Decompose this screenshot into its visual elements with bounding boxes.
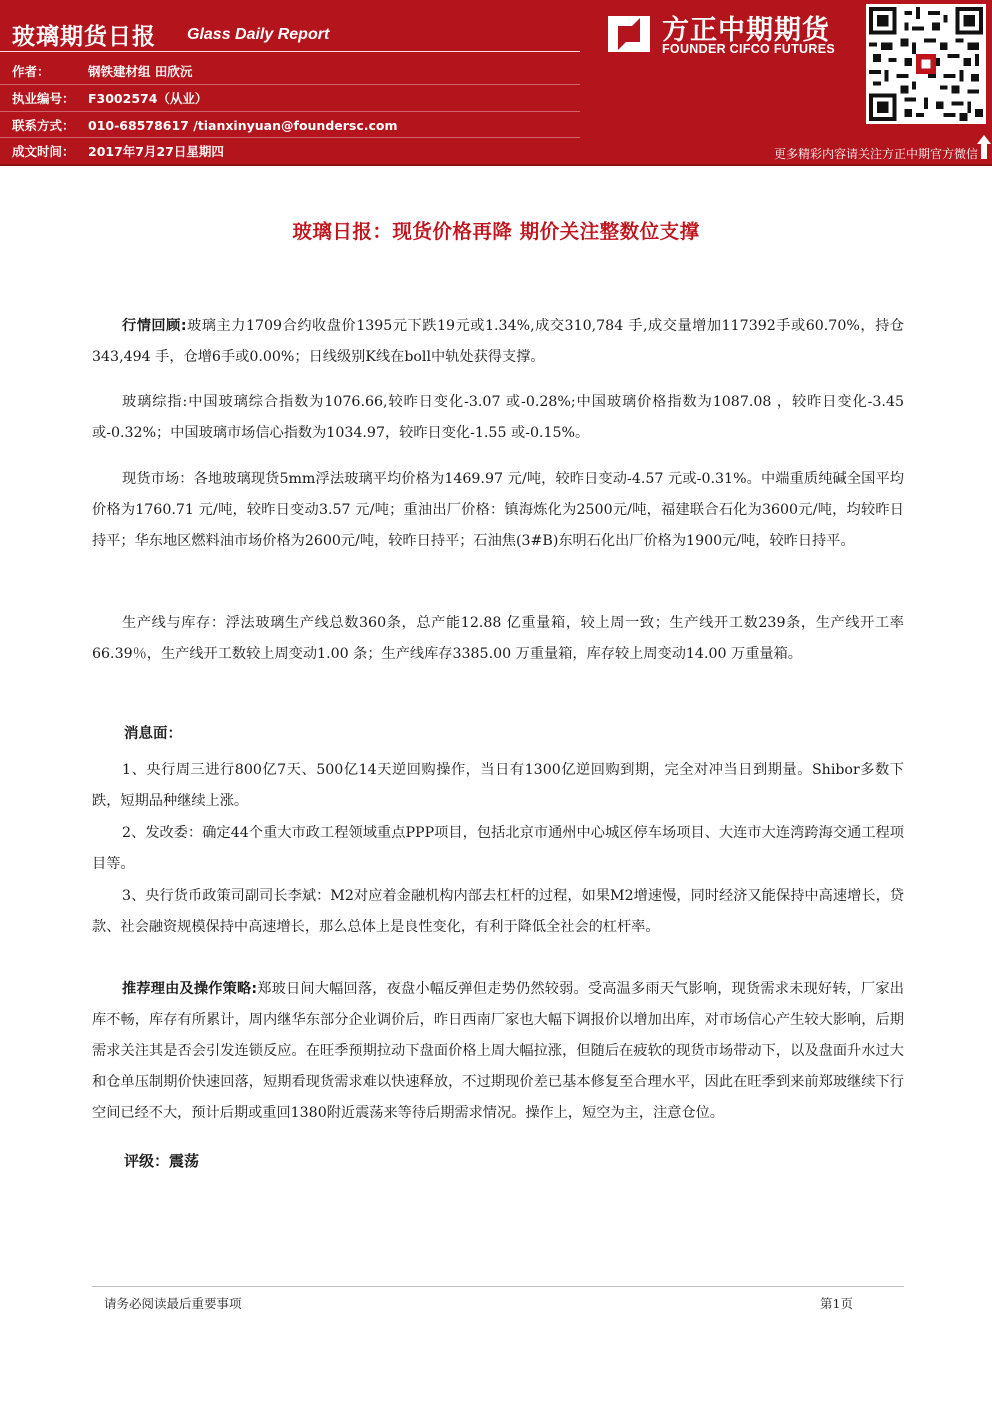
- company-name-cn: 方正中期期货: [662, 15, 830, 46]
- news-item: [92, 818, 904, 880]
- meta-author: [12, 62, 192, 80]
- news-item: [92, 755, 904, 817]
- market-review-label: 行情回顾:: [122, 318, 187, 334]
- market-review-paragraph: [92, 311, 904, 373]
- news-item-text: 1、央行周三进行800亿7天、500亿14天逆回购操作，当日有1300亿逆回购到期，完全对冲当日到期量。Shibor多数下跌，短期品种继续上涨。: [92, 762, 904, 809]
- strategy-label: 推荐理由及操作策略:: [122, 981, 258, 997]
- header-bottom-border: [0, 164, 992, 166]
- strategy-text: 郑玻日间大幅回落，夜盘小幅反弹但走势仍然较弱。受高温多雨天气影响，现货需求未现好转，厂家出库不畅，库存有所累计，周内继华东部分企业调价后，昨日西南厂家也大幅下调报价以增加出库，对市场信心产生较大影响，后期需求关注其是否会引发连锁反应。在旺季预期拉动下盘面价格上周大幅拉涨，但随后在疲软的现货市场带动下，以及盘面升水过大和仓单压制期价快速回落，短期看现货需求难以快速释放，不过期现价差已基本修复至合理水平，因此在旺季到来前郑玻继续下行空间已经不大，预计后期或重回1380附近震荡来等待后期需求情况。操作上，短空为主，注意仓位。: [92, 981, 904, 1121]
- header-divider: [0, 51, 580, 52]
- page-number: 第1页: [820, 1296, 853, 1311]
- report-title-en: Glass Daily Report: [187, 26, 330, 43]
- company-logo-icon: [606, 14, 652, 54]
- meta-divider: [0, 84, 580, 85]
- up-arrow-icon: [976, 134, 992, 160]
- production-inventory-text: 生产线与库存：浮法玻璃生产线总数360条，总产能12.88 亿重量箱，较上周一致；生产线开工数239条，生产线开工率66.39％，生产线开工数较上周变动1.00 条；生产线库存3385.00 万重量箱，库存较上周变动14.00 万重量箱。: [92, 615, 904, 662]
- meta-author-label: 作者：: [12, 64, 50, 79]
- meta-date-value: 2017年7月27日星期四: [88, 144, 224, 159]
- report-header: [0, 0, 992, 166]
- document-title: 玻璃日报：现货价格再降 期价关注整数位支撑: [292, 220, 700, 243]
- meta-date: [12, 142, 224, 160]
- company-name-en: FOUNDER CIFCO FUTURES: [662, 42, 835, 56]
- spot-market-text: 现货市场：各地玻璃现货5mm浮法玻璃平均价格为1469.97 元/吨，较昨日变动-4.57 元或-0.31%。中端重质纯碱全国平均价格为1760.71 元/吨，较昨日变动3.57 元/吨；重油出厂价格：镇海炼化为2500元/吨，福建联合石化为3600元/吨，均较昨日持平；华东地区燃料油市场价格为2600元/吨，较昨日持平；石油焦(3#B)东明石化出厂价格为1900元/吨，较昨日持平。: [92, 471, 904, 549]
- rating-value: 震荡: [169, 1152, 200, 1170]
- market-review-text: 玻璃主力1709合约收盘价1395元下跌19元或1.34%,成交310,784 手,成交量增加117392手或60.70%，持仓343,494 手，仓增6手或0.00%；日线级别K线在boll中轨处获得支撑。: [92, 318, 904, 365]
- meta-contact-label: 联系方式：: [12, 118, 75, 133]
- news-item: [92, 881, 904, 943]
- news-heading: 消息面：: [124, 726, 182, 742]
- strategy-paragraph: [92, 974, 904, 1129]
- news-item-text: 3、央行货币政策司副司长李斌：M2对应着金融机构内部去杠杆的过程，如果M2增速慢，同时经济又能保持中高速增长，贷款、社会融资规模保持中高速增长，那么总体上是良性变化，有利于降低全社会的杠杆率。: [92, 888, 904, 935]
- meta-contact: [12, 116, 398, 134]
- meta-contact-value[interactable]: 010-68578617 /tianxinyuan@foundersc.com: [88, 118, 398, 133]
- follow-wechat-text: 更多精彩内容请关注方正中期官方微信: [773, 147, 978, 161]
- news-item-text: 2、发改委：确定44个重大市政工程领域重点PPP项目，包括北京市通州中心城区停车场项目、大连市大连湾跨海交通工程项目等。: [92, 825, 904, 872]
- meta-license: [12, 89, 207, 107]
- wechat-qr-code: [866, 4, 986, 124]
- meta-license-value: F3002574（从业）: [88, 91, 208, 106]
- rating-line: [124, 1150, 199, 1171]
- production-inventory-paragraph: [92, 608, 904, 670]
- spot-market-paragraph: [92, 464, 904, 557]
- meta-author-value: 钢铁建材组 田欣沅: [88, 64, 193, 79]
- footer-notice: 请务必阅读最后重要事项: [104, 1296, 242, 1311]
- glass-index-paragraph: [92, 387, 904, 449]
- meta-license-label: 执业编号：: [12, 91, 75, 106]
- meta-divider: [0, 137, 580, 138]
- rating-label: 评级：: [124, 1152, 170, 1170]
- meta-divider: [0, 111, 580, 112]
- report-title-cn: 玻璃期货日报: [12, 24, 156, 50]
- footer-divider: [92, 1286, 904, 1287]
- meta-date-label: 成文时间：: [12, 144, 75, 159]
- glass-index-text: 玻璃综指:中国玻璃综合指数为1076.66,较昨日变化-3.07 或-0.28%;中国玻璃价格指数为1087.08 ，较昨日变化-3.45 或-0.32%；中国玻璃市场信心指数为1034.97，较昨日变化-1.55 或-0.15%。: [92, 394, 904, 441]
